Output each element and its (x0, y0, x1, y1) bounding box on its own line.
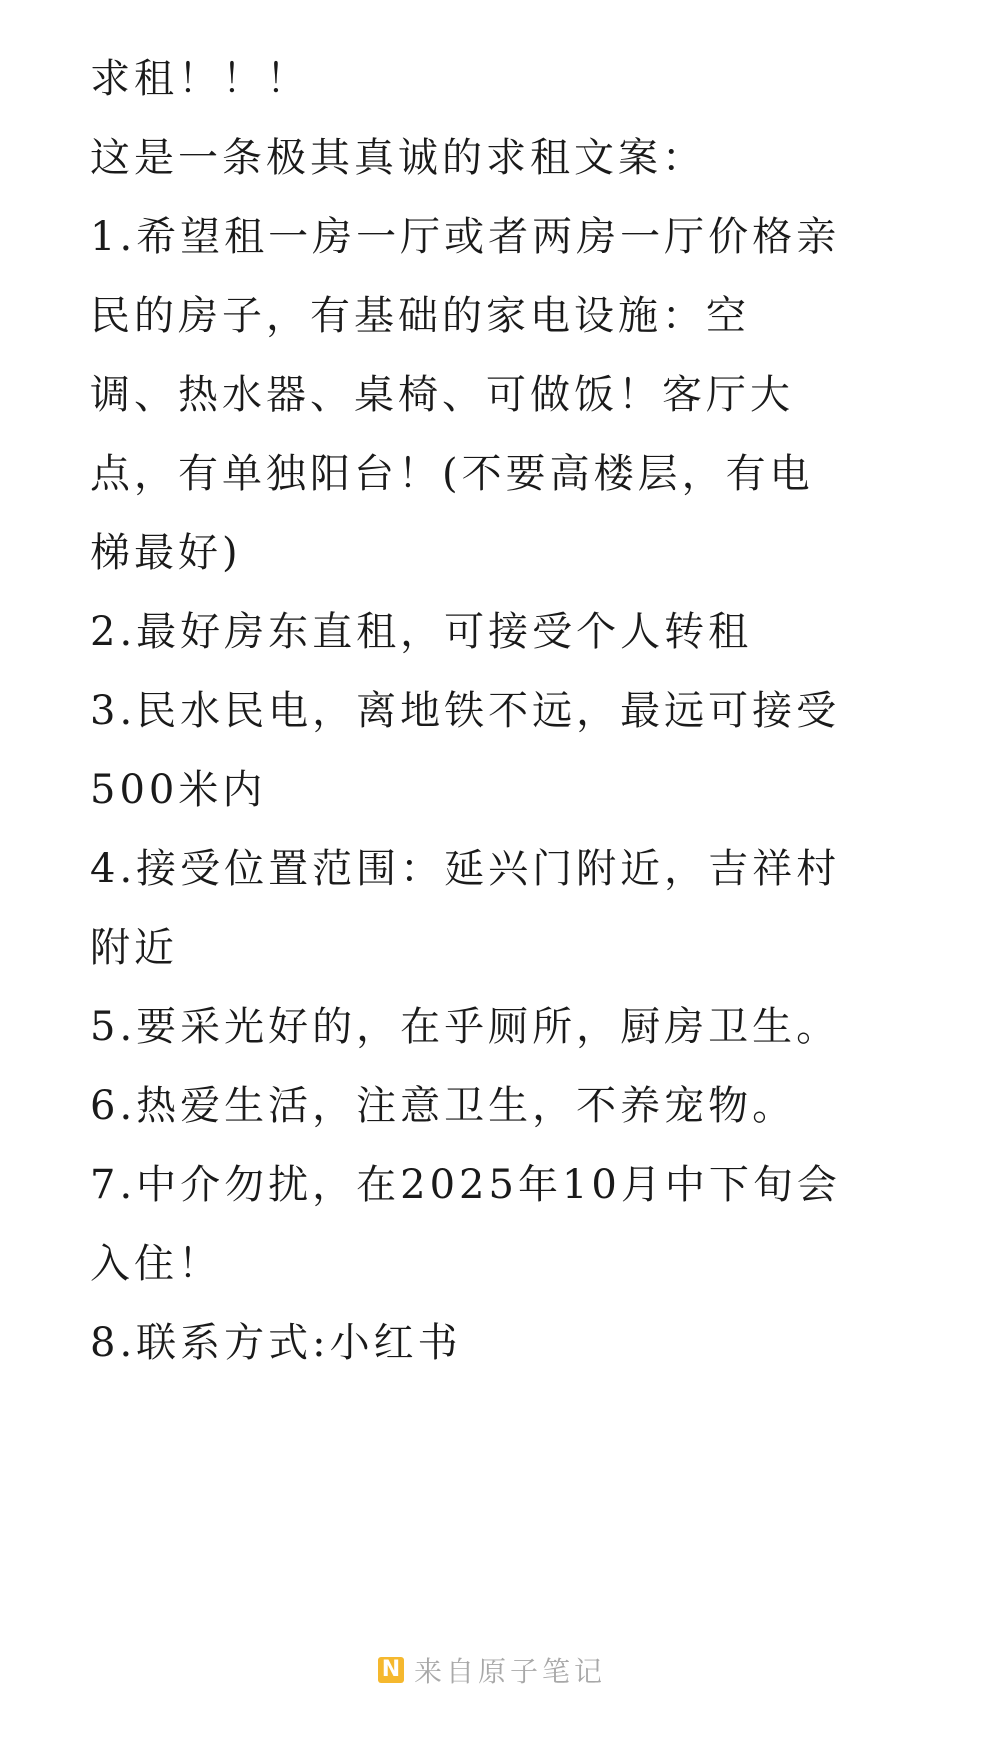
app-logo-icon: N (378, 1657, 404, 1683)
note-line: 这是一条极其真诚的求租文案： (90, 135, 706, 181)
note-line: 附近 (90, 925, 178, 971)
note-line: 8.联系方式:小红书 (90, 1320, 462, 1366)
note-line: 500米内 (90, 767, 267, 813)
note-line: 3.民水民电，离地铁不远，最远可接受 (90, 688, 841, 734)
note-body (90, 40, 910, 1383)
note-line: 求租！！！ (90, 56, 310, 102)
source-footer (0, 1650, 984, 1690)
note-line: 7.中介勿扰，在2025年10月中下旬会 (90, 1162, 841, 1208)
source-label: 来自原子笔记 (413, 1655, 606, 1688)
note-line: 入住！ (90, 1241, 222, 1287)
note-line: 1.希望租一房一厅或者两房一厅价格亲 (90, 214, 841, 260)
note-line: 4.接受位置范围：延兴门附近，吉祥村 (90, 846, 841, 892)
note-line: 点，有单独阳台！(不要高楼层，有电 (90, 451, 814, 497)
note-line: 调、热水器、桌椅、可做饭！客厅大 (90, 372, 794, 418)
note-line: 6.热爱生活，注意卫生，不养宠物。 (90, 1083, 797, 1129)
note-line: 民的房子，有基础的家电设施：空 (90, 293, 750, 339)
note-line: 2.最好房东直租，可接受个人转租 (90, 609, 753, 655)
note-line: 梯最好) (90, 530, 242, 576)
note-line: 5.要采光好的，在乎厕所，厨房卫生。 (90, 1004, 841, 1050)
